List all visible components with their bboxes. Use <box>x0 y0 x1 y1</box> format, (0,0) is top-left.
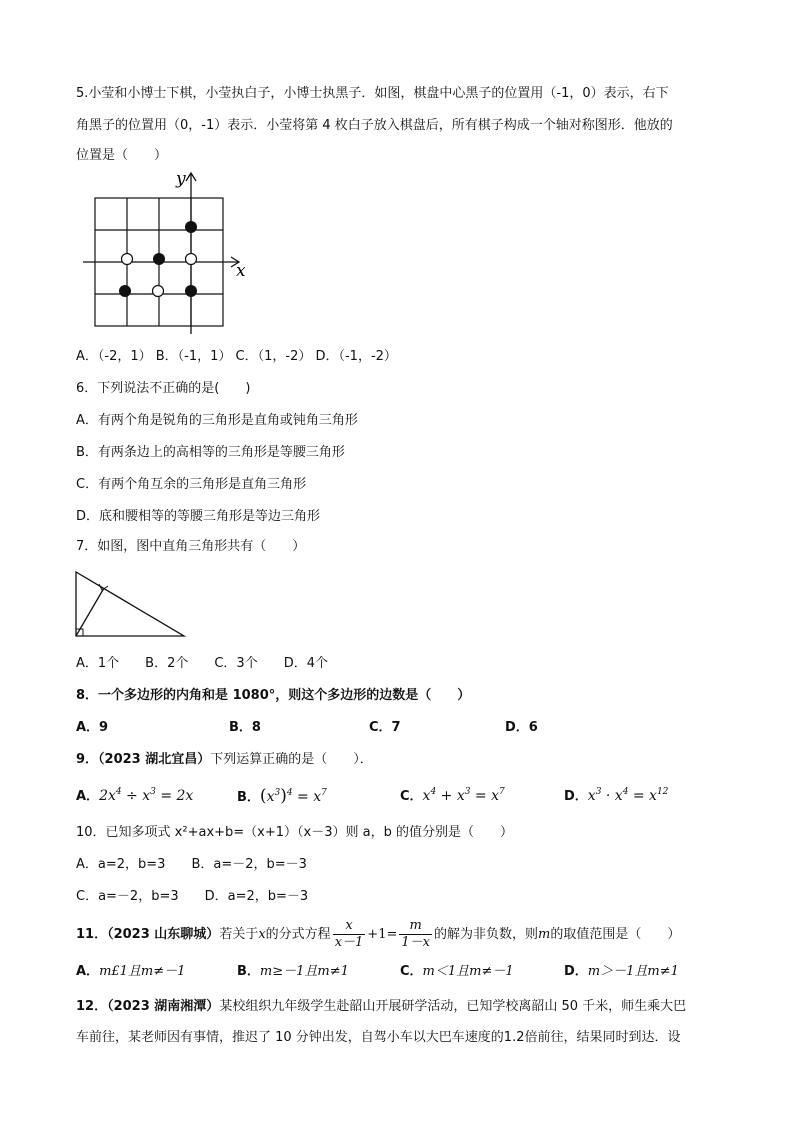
q12-line2: 车前往，某老师因有事情，推迟了 10 分钟出发，自驾小车以大巴车速度的1.2倍前往，结果同时到达．设 <box>76 1030 681 1045</box>
q5-line2: 角黑子的位置用（0，-1）表示．小莹将第 4 枚白子放入棋盘后，所有棋子构成一个轴对称图形．他放的 <box>76 118 673 133</box>
q6-option-a: A．有两个角是锐角的三角形是直角或钝角三角形 <box>76 413 358 428</box>
q11-option-d: D．m＞－1且m≠1 <box>564 964 679 979</box>
black-stone <box>185 221 197 233</box>
q8-option-d: D．6 <box>505 720 538 735</box>
q6-option-b: B．有两条边上的高相等的三角形是等腰三角形 <box>76 445 345 460</box>
q8-option-b: B．8 <box>229 720 261 735</box>
axis-y-label: y <box>176 169 186 189</box>
q6-stem: 6．下列说法不正确的是( ) <box>76 381 251 396</box>
q8-option-c: C．7 <box>369 720 401 735</box>
q6-option-c: C．有两个角互余的三角形是直角三角形 <box>76 477 307 492</box>
right-triangle-figure <box>74 570 190 640</box>
q9-number: 9． <box>76 752 99 767</box>
fraction-2: $\frac{m}{1-x}$ <box>401 918 430 950</box>
black-stone <box>119 285 131 297</box>
q11-stem-line: 11．（2023 山东聊城）若关于x的分式方程 $\frac{x}{x-1}$ +1= $\frac{m}{1-x}$ 的解为非负数，则m的取值范围是（ ） <box>76 918 681 950</box>
q12-line1: 12．（2023 湖南湘潭）某校组织九年级学生赴韶山开展研学活动，已知学校离韶山 50 千米，师生乘大巴 <box>76 999 687 1014</box>
white-stone <box>153 286 164 297</box>
q7-options: A．1个 B．2个 C．3个 D．4个 <box>76 656 328 671</box>
white-stone <box>122 254 133 265</box>
q9-stem: 下列运算正确的是（ ）． <box>210 752 373 767</box>
q10-options-1: A．a=2，b=3 B．a=－2，b=－3 <box>76 857 307 872</box>
q9-option-a: A．$2x^4 \div x^3 = 2x$ <box>76 787 194 804</box>
q7-stem: 7．如图，图中直角三角形共有（ ） <box>76 539 306 554</box>
q10-stem: 10．已知多项式 x²+ax+b=（x+1）（x－3）则 a，b 的值分别是（ ） <box>76 825 513 840</box>
q9-source: （2023 湖北宜昌） <box>98 752 211 767</box>
q9-option-d: D．$x^3 \cdot x^4 = x^{12}$ <box>564 787 669 804</box>
fraction-1: $\frac{x}{x-1}$ <box>334 918 364 950</box>
black-stone <box>153 253 165 265</box>
q9-stem-line <box>76 751 373 769</box>
q5-line1: 5.小莹和小博士下棋，小莹执白子，小博士执黑子．如图，棋盘中心黑子的位置用（-1，0）表示，右下 <box>76 86 669 101</box>
q12-source: （2023 湖南湘潭） <box>107 999 220 1014</box>
q8-stem: 8．一个多边形的内角和是 1080°，则这个多边形的边数是（ ） <box>76 688 471 703</box>
q11-source: （2023 山东聊城） <box>107 927 220 942</box>
q5-line3: 位置是（ ） <box>76 148 168 163</box>
q8-option-a: A．9 <box>76 720 109 735</box>
white-stone <box>186 254 197 265</box>
q10-options-2: C．a=－2，b=3 D．a=2，b=－3 <box>76 889 309 904</box>
chessboard-figure <box>80 168 250 338</box>
q11-option-c: C．m＜1且m≠－1 <box>400 964 514 979</box>
q11-option-a: A．m£1且m≠－1 <box>76 964 186 979</box>
q5-options: A．（-2，1） B．（-1，1） C．（1，-2） D．（-1，-2） <box>76 349 397 364</box>
axis-x-label: x <box>236 261 246 281</box>
q6-option-d: D．底和腰相等的等腰三角形是等边三角形 <box>76 509 321 524</box>
q11-option-b: B．m≥－1且m≠1 <box>237 964 349 979</box>
q9-option-c: C．$x^4 + x^3 = x^7$ <box>400 787 505 804</box>
q9-option-b: B．$(x^3)^4 = x^7$ <box>237 786 327 806</box>
black-stone <box>185 285 197 297</box>
